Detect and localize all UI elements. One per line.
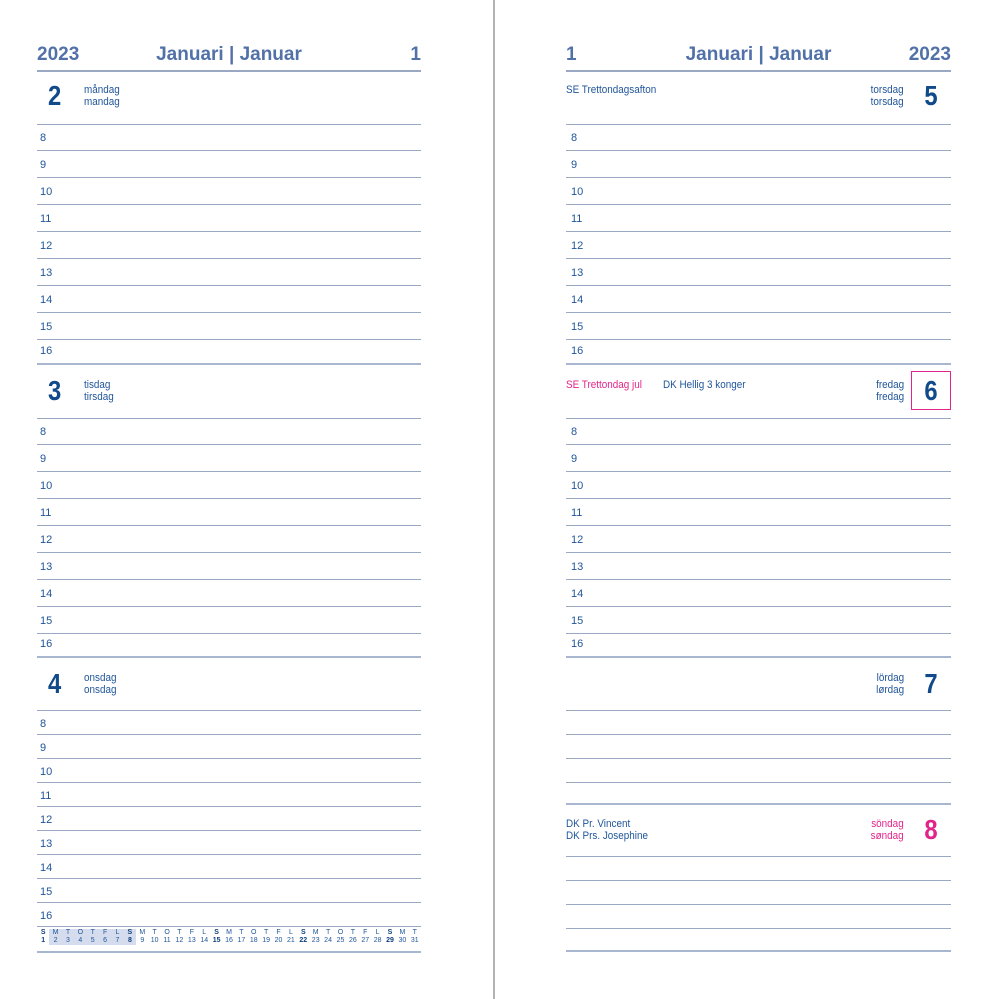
weekday-dk: mandag (84, 96, 120, 108)
weekday-se: fredag (875, 379, 904, 391)
mini-calendar-weekday-letter: M (312, 929, 319, 936)
hour-label: 16 (571, 638, 584, 650)
mini-calendar-day (285, 929, 297, 945)
weekday-se: onsdag (84, 672, 117, 684)
hour-label: 15 (40, 886, 53, 898)
mini-calendar-date: 20 (274, 937, 283, 944)
holiday-label-red: SE Trettondag jul (566, 379, 642, 391)
week-number: 1 (410, 44, 421, 65)
mini-calendar-date: 1 (41, 937, 46, 944)
mini-calendar-date: 16 (225, 937, 233, 944)
hour-label: 11 (40, 790, 52, 802)
day-header (37, 660, 421, 711)
hour-slot[interactable] (566, 206, 951, 232)
weekday-name (871, 84, 904, 108)
hour-slot[interactable] (566, 179, 951, 205)
weekday-se: torsdag (870, 84, 904, 96)
day-header (37, 72, 421, 125)
week-number: 1 (566, 44, 577, 65)
holiday-line: DK Pr. Vincent (566, 818, 631, 830)
mini-calendar-weekday-letter: F (189, 929, 194, 936)
mini-calendar-day (87, 929, 99, 945)
hour-slot[interactable] (37, 260, 421, 286)
hour-slot[interactable] (566, 339, 951, 365)
hour-label: 8 (40, 718, 47, 730)
note-line[interactable] (566, 711, 951, 735)
mini-calendar-day (148, 929, 160, 945)
hour-slot[interactable] (37, 807, 421, 831)
mini-calendar-weekday-letter: M (52, 929, 59, 936)
bottom-rule (37, 951, 421, 953)
mini-calendar-day (409, 929, 421, 945)
hour-slot[interactable] (37, 152, 421, 178)
hour-slot[interactable] (37, 206, 421, 232)
hour-label: 11 (40, 213, 52, 225)
mini-calendar-weekday-letter: S (387, 929, 393, 936)
weekday-dk: lørdag (875, 684, 904, 696)
mini-calendar-day (210, 929, 222, 945)
hour-slot[interactable] (37, 500, 421, 526)
mini-calendar-weekday-letter: S (127, 929, 133, 936)
hour-label: 16 (571, 345, 584, 357)
weekday-se: söndag (871, 818, 904, 830)
mini-calendar-date: 19 (262, 937, 271, 944)
mini-calendar-weekday-letter: T (90, 929, 95, 936)
note-line[interactable] (566, 881, 951, 905)
hour-label: 8 (40, 426, 47, 438)
hour-label: 10 (571, 480, 584, 492)
hour-label: 14 (40, 588, 53, 600)
mini-calendar-day (74, 929, 86, 945)
year-label: 2023 (37, 44, 80, 65)
holiday-label (566, 818, 648, 842)
hour-label: 12 (40, 814, 53, 826)
hour-slot[interactable] (37, 314, 421, 340)
hour-label: 15 (571, 615, 584, 627)
mini-calendar-date: 24 (324, 937, 332, 944)
mini-calendar-day (347, 929, 359, 945)
mini-calendar-day (111, 929, 123, 945)
hour-label: 13 (40, 267, 53, 279)
hour-label: 16 (40, 345, 53, 357)
mini-calendar-day (384, 929, 396, 945)
weekday-name (84, 379, 114, 403)
hour-slot[interactable] (37, 632, 421, 658)
hour-slot[interactable] (37, 831, 421, 855)
mini-calendar-day (198, 929, 210, 945)
mini-calendar-day (173, 929, 185, 945)
mini-calendar-day (322, 929, 334, 945)
mini-calendar-date: 5 (90, 937, 95, 944)
right-page (566, 0, 951, 999)
mini-calendar-date: 21 (287, 937, 295, 944)
hour-label: 9 (571, 159, 578, 171)
hour-label: 9 (40, 159, 47, 171)
hour-slot[interactable] (566, 500, 951, 526)
weekday-dk: onsdag (84, 684, 117, 696)
mini-calendar-weekday-letter: O (164, 929, 170, 936)
day-number: 2 (48, 80, 62, 111)
hour-slot[interactable] (37, 581, 421, 607)
holiday-label: SE Trettondagsafton (566, 84, 657, 96)
hour-slot[interactable] (566, 314, 951, 340)
mini-calendar-weekday-letter: M (226, 929, 232, 936)
day-header (37, 367, 421, 419)
hour-slot[interactable] (37, 527, 421, 553)
hour-slot[interactable] (566, 581, 951, 607)
hour-label: 8 (40, 132, 47, 144)
mini-calendar-weekday-letter: L (375, 929, 380, 936)
hour-slot[interactable] (37, 473, 421, 499)
hour-label: 14 (571, 588, 584, 600)
day-number: 3 (48, 375, 62, 406)
mini-calendar-weekday-letter: L (202, 929, 207, 936)
day-number: 7 (924, 668, 938, 699)
hour-label: 13 (571, 561, 584, 573)
hour-label: 9 (40, 742, 47, 754)
mini-calendar-day (161, 929, 173, 945)
mini-calendar-weekday-letter: T (177, 929, 182, 936)
mini-calendar-date: 9 (140, 937, 145, 944)
mini-calendar-date: 10 (150, 937, 159, 944)
hour-label: 8 (571, 132, 578, 144)
mini-calendar-weekday-letter: M (139, 929, 146, 936)
day-header (566, 72, 951, 125)
hour-label: 12 (40, 534, 53, 546)
mini-calendar-weekday-letter: T (325, 929, 331, 936)
mini-calendar-weekday-letter: F (102, 929, 108, 936)
hour-slot[interactable] (37, 179, 421, 205)
hour-label: 12 (40, 240, 53, 252)
mini-calendar-day (99, 929, 111, 945)
hour-label: 13 (40, 561, 53, 573)
mini-calendar-date: 27 (361, 937, 370, 944)
hour-label: 11 (40, 507, 52, 519)
note-line[interactable] (566, 781, 951, 805)
mini-calendar-weekday-letter: T (239, 929, 244, 936)
mini-calendar-weekday-letter: T (412, 929, 417, 936)
hour-slot[interactable] (37, 233, 421, 259)
mini-calendar-weekday-letter: O (251, 929, 257, 936)
mini-calendar-date: 6 (103, 937, 108, 944)
mini-calendar-weekday-letter: T (264, 929, 269, 936)
hour-slot[interactable] (37, 339, 421, 365)
mini-calendar-day (396, 929, 408, 945)
mini-calendar-day (310, 929, 322, 945)
hour-slot[interactable] (566, 419, 951, 445)
page-header (37, 44, 421, 72)
mini-calendar-date: 8 (127, 937, 132, 944)
hour-label: 15 (571, 321, 584, 333)
hour-label: 16 (40, 910, 53, 922)
hour-slot[interactable] (566, 125, 951, 151)
hour-slot[interactable] (566, 554, 951, 580)
mini-calendar-weekday-letter: L (288, 929, 293, 936)
hour-label: 13 (40, 838, 53, 850)
hour-slot[interactable] (37, 419, 421, 445)
hour-slot[interactable] (37, 554, 421, 580)
mini-calendar-weekday-letter: S (40, 929, 46, 936)
mini-calendar-weekday-letter: F (363, 929, 368, 936)
note-line[interactable] (566, 857, 951, 881)
mini-calendar-date: 12 (175, 937, 184, 944)
mini-calendar-weekday-letter: M (399, 929, 406, 936)
mini-calendar-weekday-letter: T (350, 929, 355, 936)
mini-calendar-weekday-letter: S (214, 929, 219, 936)
day-header (566, 660, 951, 711)
hour-slot[interactable] (566, 632, 951, 658)
hour-label: 10 (40, 186, 53, 198)
mini-calendar-day (186, 929, 198, 945)
day-header (566, 367, 951, 419)
mini-calendar-date: 15 (212, 937, 221, 944)
mini-calendar-day (371, 929, 383, 945)
hour-slot[interactable] (566, 608, 951, 634)
mini-calendar-day (223, 929, 235, 945)
weekday-se: lördag (876, 672, 904, 684)
hour-slot[interactable] (37, 879, 421, 903)
mini-calendar-day (136, 929, 148, 945)
hour-label: 13 (571, 267, 584, 279)
mini-calendar-day (62, 929, 74, 945)
weekday-dk: fredag (875, 391, 904, 403)
holiday-label: DK Hellig 3 konger (663, 379, 746, 391)
note-line[interactable] (566, 735, 951, 759)
hour-slot[interactable] (37, 125, 421, 151)
mini-calendar-weekday-letter: L (115, 929, 120, 936)
mini-calendar-day (235, 929, 247, 945)
hour-slot[interactable] (566, 473, 951, 499)
mini-calendar-weekday-letter: T (152, 929, 157, 936)
mini-calendar-day (334, 929, 346, 945)
mini-calendar-date: 3 (66, 937, 70, 944)
hour-slot[interactable] (566, 152, 951, 178)
hour-label: 8 (571, 426, 578, 438)
day-header (566, 806, 951, 857)
hour-slot[interactable] (37, 446, 421, 472)
weekday-se: tisdag (84, 379, 111, 391)
mini-calendar-date: 4 (78, 937, 83, 944)
mini-calendar-day (37, 929, 49, 945)
hour-label: 10 (571, 186, 584, 198)
hour-label: 9 (40, 453, 47, 465)
mini-calendar-date: 22 (299, 937, 308, 944)
hour-slot[interactable] (566, 260, 951, 286)
hour-slot[interactable] (37, 759, 421, 783)
hour-label: 11 (571, 213, 583, 225)
hour-label: 14 (571, 294, 584, 306)
mini-calendar-date: 7 (115, 937, 120, 944)
mini-month-calendar (37, 929, 421, 951)
weekday-se: måndag (84, 84, 120, 96)
year-label: 2023 (908, 44, 951, 65)
hour-label: 14 (40, 862, 53, 874)
weekday-name (876, 379, 904, 403)
day-number: 6 (924, 375, 938, 406)
weekday-dk: torsdag (870, 96, 904, 108)
month-title: Januari | Januar (156, 44, 302, 65)
mini-calendar-date: 29 (386, 937, 394, 944)
hour-slot[interactable] (566, 287, 951, 313)
hour-label: 12 (571, 240, 584, 252)
hour-label: 10 (40, 766, 53, 778)
weekday-name (871, 818, 904, 842)
mini-calendar-date: 11 (163, 937, 171, 944)
note-line[interactable] (566, 926, 951, 952)
hour-label: 15 (40, 321, 53, 333)
hour-slot[interactable] (37, 903, 421, 927)
mini-calendar-date: 26 (348, 937, 357, 944)
hour-slot[interactable] (566, 527, 951, 553)
hour-label: 11 (571, 507, 583, 519)
hour-label: 16 (40, 638, 53, 650)
hour-slot[interactable] (566, 446, 951, 472)
day-number: 4 (48, 668, 62, 699)
hour-slot[interactable] (37, 287, 421, 313)
mini-calendar-weekday-letter: O (77, 929, 84, 936)
hour-label: 10 (40, 480, 53, 492)
mini-calendar-weekday-letter: O (337, 929, 344, 936)
day-number: 8 (924, 814, 938, 845)
mini-calendar-date: 17 (237, 937, 246, 944)
day-number: 5 (924, 80, 938, 111)
hour-label: 12 (571, 534, 584, 546)
note-line[interactable] (566, 759, 951, 783)
hour-slot[interactable] (566, 233, 951, 259)
mini-calendar-date: 28 (373, 937, 382, 944)
mini-calendar-day (124, 929, 136, 945)
mini-calendar-date: 23 (311, 937, 320, 944)
month-title: Januari | Januar (685, 44, 832, 65)
mini-calendar-date: 18 (249, 937, 258, 944)
weekday-dk: søndag (870, 830, 904, 842)
mini-calendar-day (297, 929, 309, 945)
mini-calendar-date: 31 (410, 937, 419, 944)
hour-label: 15 (40, 615, 53, 627)
mini-calendar-day (260, 929, 272, 945)
hour-slot[interactable] (37, 855, 421, 879)
mini-calendar-day (359, 929, 371, 945)
hour-label: 9 (571, 453, 578, 465)
mini-calendar-weekday-letter: F (276, 929, 281, 936)
hour-slot[interactable] (37, 608, 421, 634)
weekday-name (84, 84, 120, 108)
holiday-line: DK Prs. Josephine (566, 830, 648, 842)
mini-calendar-date: 2 (53, 937, 58, 944)
mini-calendar-day (49, 929, 61, 945)
hour-slot[interactable] (37, 735, 421, 759)
mini-calendar-weekday-letter: T (65, 929, 71, 936)
mini-calendar-date: 14 (200, 937, 209, 944)
hour-slot[interactable] (37, 711, 421, 735)
hour-label: 14 (40, 294, 53, 306)
mini-calendar-day (248, 929, 260, 945)
book-spine (493, 0, 495, 999)
mini-calendar-weekday-letter: S (300, 929, 306, 936)
weekday-name (84, 672, 116, 696)
mini-calendar-day (272, 929, 284, 945)
mini-calendar-date: 13 (187, 937, 196, 944)
weekday-dk: tirsdag (84, 391, 114, 403)
hour-slot[interactable] (37, 783, 421, 807)
mini-calendar-date: 25 (336, 937, 345, 944)
page-header (566, 44, 951, 72)
mini-calendar-date: 30 (398, 937, 407, 944)
left-page (37, 0, 421, 999)
weekday-name (876, 672, 904, 696)
